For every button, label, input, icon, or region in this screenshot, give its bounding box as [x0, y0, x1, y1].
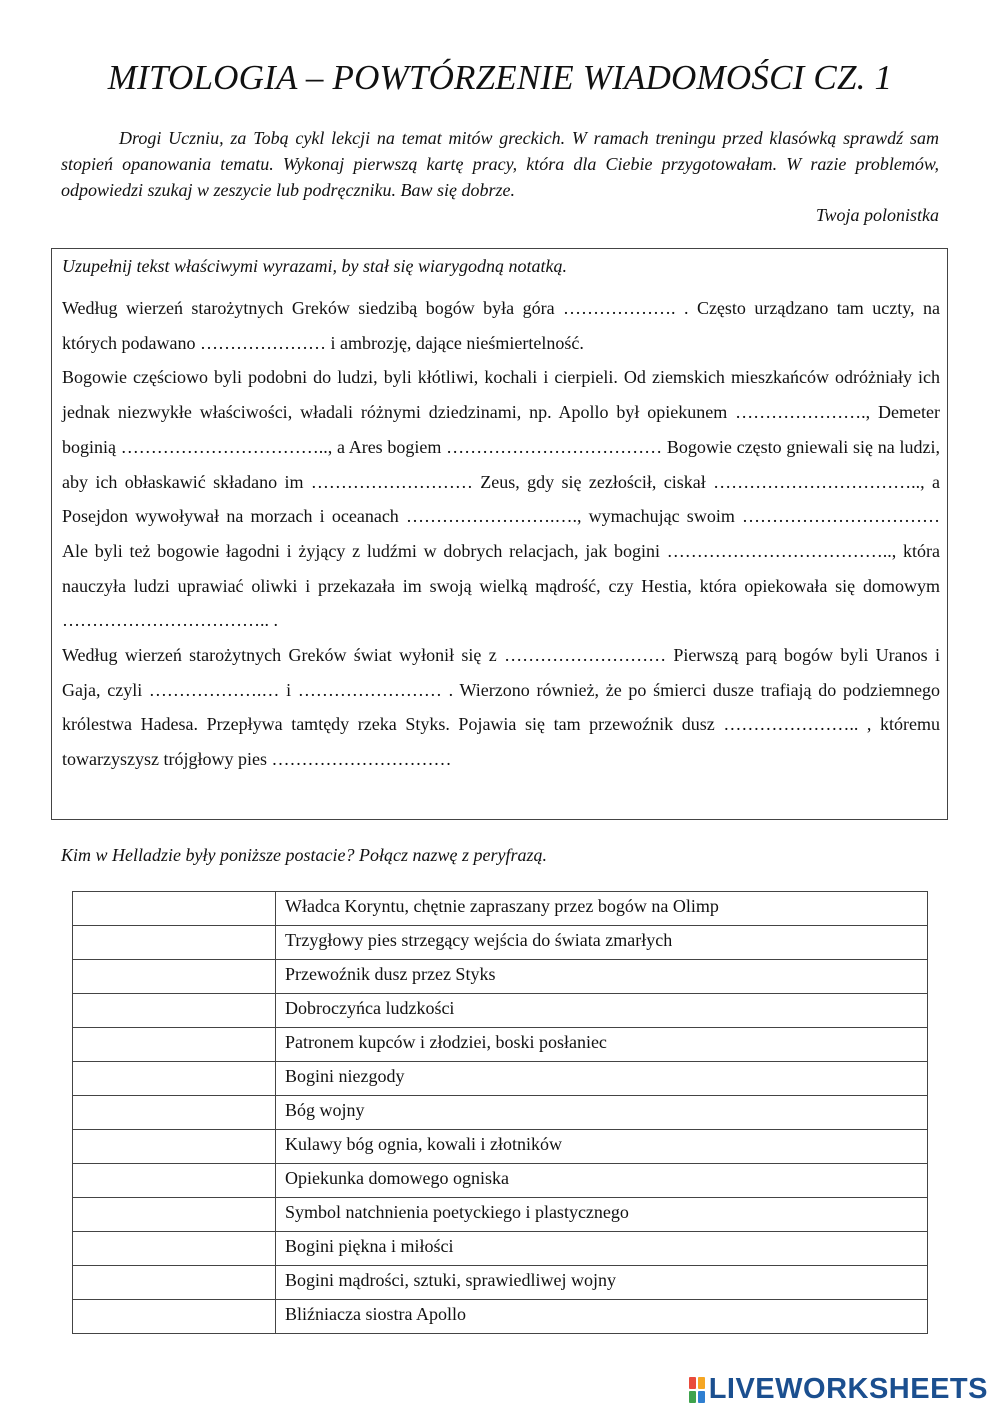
table-row: [73, 994, 928, 1028]
table-row: [73, 1266, 928, 1300]
answer-cell[interactable]: [73, 926, 276, 960]
answer-cell[interactable]: [73, 1266, 276, 1300]
periphrasis-cell: Bliźniacza siostra Apollo: [276, 1300, 928, 1334]
fill-paragraph-1: Według wierzeń starożytnych Greków siedzibą bogów była góra ………………. . Często urządzano tam uczty, na których podawano ………………… i ambrozję, dające nieśmiertelność.: [62, 298, 940, 353]
answer-cell[interactable]: [73, 1232, 276, 1266]
table-row: [73, 1198, 928, 1232]
answer-cell[interactable]: [73, 1062, 276, 1096]
answer-cell[interactable]: [73, 1164, 276, 1198]
answer-cell[interactable]: [73, 892, 276, 926]
table-row: [73, 892, 928, 926]
intro-paragraph: Drogi Uczniu, za Tobą cykl lekcji na temat mitów greckich. W ramach treningu przed klasówką sprawdź sam stopień opanowania tematu. Wykonaj pierwszą kartę pracy, która dla Ciebie przygotowałam. W razie problemów, odpowiedzi szukaj w zeszycie lub podręczniku. Baw się dobrze.: [61, 128, 939, 200]
table-row: [73, 1096, 928, 1130]
table-row: [73, 1062, 928, 1096]
fill-paragraph-3: Według wierzeń starożytnych Greków świat wyłonił się z ……………………… Pierwszą parą bogów byli Uranos i Gaja, czyli ……………….… i …………………… . Wierzono również, że po śmierci dusze trafiają do podziemnego królestwa Hadesa. Przepływa tamtędy rzeka Styks. Pojawia się tam przewoźnik dusz ………………….. , któremu towarzyszysz trójgłowy pies …………………………: [62, 645, 940, 770]
logo-text: LIVEWORKSHEETS: [708, 1373, 988, 1405]
matching-table: [72, 891, 928, 1334]
table-row: [73, 1028, 928, 1062]
periphrasis-cell: Władca Koryntu, chętnie zapraszany przez bogów na Olimp: [276, 892, 928, 926]
signature: Twoja polonistka: [815, 205, 939, 225]
periphrasis-cell: Przewoźnik dusz przez Styks: [276, 960, 928, 994]
periphrasis-cell: Bóg wojny: [276, 1096, 928, 1130]
periphrasis-cell: Symbol natchnienia poetyckiego i plastycznego: [276, 1198, 928, 1232]
table-row: [73, 960, 928, 994]
exercise-1-instruction: Uzupełnij tekst właściwymi wyrazami, by stał się wiarygodną notatką.: [62, 256, 567, 276]
periphrasis-cell: Opiekunka domowego ogniska: [276, 1164, 928, 1198]
periphrasis-cell: Trzygłowy pies strzegący wejścia do świata zmarłych: [276, 926, 928, 960]
periphrasis-cell: Dobroczyńca ludzkości: [276, 994, 928, 1028]
fill-paragraph-2: Bogowie częściowo byli podobni do ludzi, byli kłótliwi, kochali i cierpieli. Od ziemskich mieszkańców odróżniały ich jednak niezwykłe właściwości, władali różnymi dziedzinami, np. Apollo był opiekunem …………………., Demeter boginią …………………………….., a Ares bogiem ……………………………… Bogowie często gniewali się na ludzi, aby ich obłaskawić składano im ……………………… Zeus, gdy się zezłościł, ciskał …………………………….., a Posejdon wywoływał na morzach i oceanach …………………….…., wymachując swoim …………………………… Ale byli też bogowie łagodni i żyjący z ludźmi w dobrych relacjach, jak bogini ……………………………….., która nauczyła ludzi uprawiać oliwki i przekazała im swoją wielką mądrość, czy Hestia, która opiekowała się domowym …………………………….. .: [62, 367, 940, 631]
exercise-2-instruction: Kim w Helladzie były poniższe postacie? Połącz nazwę z peryfrazą.: [61, 845, 547, 865]
periphrasis-cell: Patronem kupców i złodziei, boski posłaniec: [276, 1028, 928, 1062]
answer-cell[interactable]: [73, 994, 276, 1028]
table-row: [73, 926, 928, 960]
exercise-1-box: [51, 248, 948, 820]
answer-cell[interactable]: [73, 1198, 276, 1232]
answer-cell[interactable]: [73, 1300, 276, 1334]
answer-cell[interactable]: [73, 1028, 276, 1062]
periphrasis-cell: Kulawy bóg ognia, kowali i złotników: [276, 1130, 928, 1164]
answer-cell[interactable]: [73, 1130, 276, 1164]
table-row: [73, 1300, 928, 1334]
table-row: [73, 1130, 928, 1164]
liveworksheets-logo: [689, 1373, 988, 1406]
periphrasis-cell: Bogini piękna i miłości: [276, 1232, 928, 1266]
table-row: [73, 1232, 928, 1266]
fill-in-text: [62, 291, 940, 777]
answer-cell[interactable]: [73, 1096, 276, 1130]
periphrasis-cell: Bogini niezgody: [276, 1062, 928, 1096]
page-title: MITOLOGIA – POWTÓRZENIE WIADOMOŚCI CZ. 1: [107, 58, 893, 97]
logo-mark-icon: [689, 1377, 705, 1403]
table-row: [73, 1164, 928, 1198]
periphrasis-cell: Bogini mądrości, sztuki, sprawiedliwej wojny: [276, 1266, 928, 1300]
answer-cell[interactable]: [73, 960, 276, 994]
